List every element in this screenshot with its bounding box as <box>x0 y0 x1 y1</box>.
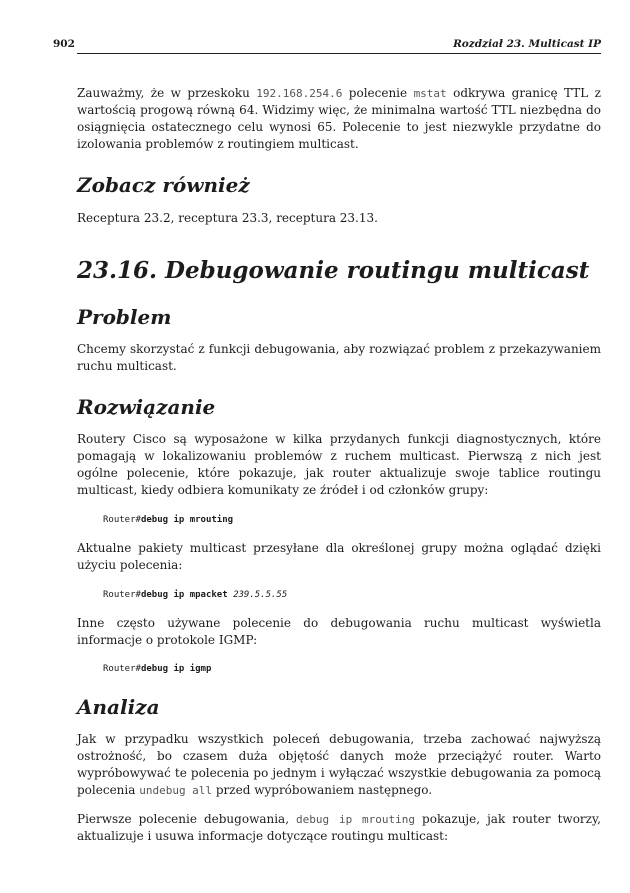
debug-mrouting-code: debug ip mrouting <box>296 813 416 826</box>
command: debug ip mpacket <box>140 590 234 600</box>
problem-heading: Problem <box>77 305 172 329</box>
mstat-code: mstat <box>413 87 447 100</box>
analysis-text-4: pokazuje, jak router tworzy, aktualizuje i usuwa informacje dotyczące routingu multicast: <box>77 812 601 843</box>
code-debug-mpacket <box>77 588 601 602</box>
problem-text: Chcemy skorzystać z funkcji debugowania, aby rozwiązać problem z przekazywaniem ruchu multicast. <box>77 342 601 373</box>
intro-text-3: odkrywa granicę TTL z wartością progową równą 64. Widzimy więc, że minimalna wartość TTL niezbędna do osiągnięcia ostatecznego celu wynosi 65. Polecenie to jest niezwykle przydatne do izolowania problemów z routingiem multicast. <box>77 86 602 151</box>
command: debug ip mrouting <box>140 515 234 525</box>
intro-paragraph <box>77 85 601 153</box>
undebug-all-code: undebug all <box>139 784 213 797</box>
section-title: 23.16. Debugowanie routingu multicast <box>77 257 590 284</box>
prompt: Router# <box>103 590 141 600</box>
see-also-heading: Zobacz również <box>77 173 250 197</box>
solution-paragraph-3: Inne często używane polecenie do debugowania ruchu multicast wyświetla informacje o protokole IGMP: <box>77 616 601 647</box>
solution-heading: Rozwiązanie <box>77 395 216 419</box>
analysis-text-3: Pierwsze polecenie debugowania, <box>77 812 297 826</box>
analysis-heading: Analiza <box>77 695 160 719</box>
chapter-title: Rozdział 23. Multicast IP <box>453 38 601 50</box>
see-also-text: Receptura 23.2, receptura 23.3, receptura 23.13. <box>77 211 378 225</box>
solution-paragraph-1: Routery Cisco są wyposażone w kilka przydanych funkcji diagnostycznych, które pomagają w lokalizowaniu problemów z ruchem multicast. Pierwszą z nich jest ogólne polecenie, które pokazuje, jak router aktualizuje swoje tablice routingu multicast, kiedy odbiera komunikaty ze źródeł i od członków grupy: <box>77 432 601 497</box>
command: debug ip igmp <box>140 664 212 674</box>
ip-address-code: 192.168.254.6 <box>256 87 343 100</box>
analysis-text-2: przed wypróbowaniem następnego. <box>212 783 433 797</box>
solution-paragraph-2: Aktualne pakiety multicast przesyłane dla określonej grupy można oglądać dzięki użyciu polecenia: <box>77 541 601 572</box>
intro-text-2: polecenie <box>342 86 414 100</box>
analysis-paragraph-1 <box>77 731 601 799</box>
running-header <box>53 38 601 54</box>
prompt: Router# <box>103 664 141 674</box>
analysis-paragraph-2 <box>77 811 601 845</box>
intro-text-1: Zauważmy, że w przeskoku <box>77 86 257 100</box>
code-debug-igmp <box>77 662 601 676</box>
page-content <box>53 38 602 845</box>
page-number: 902 <box>53 38 75 50</box>
code-debug-mrouting <box>77 513 601 527</box>
prompt: Router# <box>103 515 141 525</box>
group-address-argument: 239.5.5.55 <box>233 590 288 600</box>
analysis-text-1: Jak w przypadku wszystkich poleceń debugowania, trzeba zachować najwyższą ostrożność, bo czasem duża objętość danych może przeciążyć router. Warto wypróbowywać te polecenia po jednym i wyłączać wszystkie debugowania za pomocą polecenia <box>77 732 601 797</box>
